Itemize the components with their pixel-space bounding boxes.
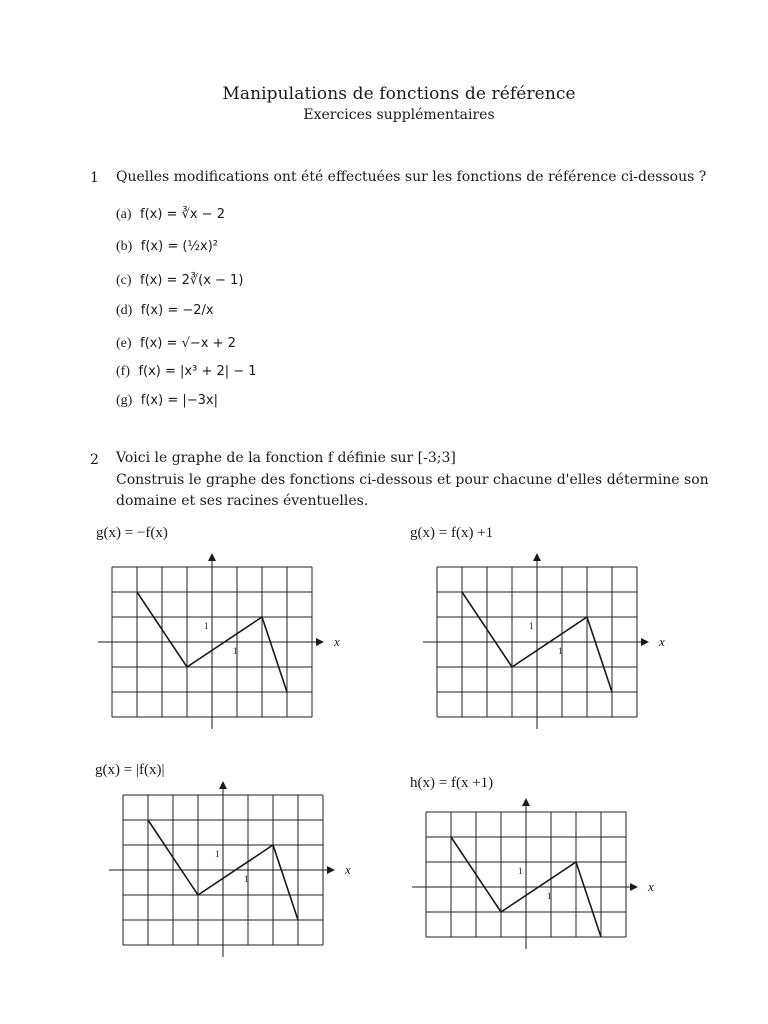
question-1-text: Quelles modifications ont été effectuées sur les fonctions de référence ci-dessous ? [116, 169, 707, 185]
y-tick-label: 1 [215, 849, 220, 859]
q1-item-label: (b) [116, 239, 133, 254]
q1-item-label: (d) [116, 303, 133, 318]
y-tick-label: 1 [518, 866, 523, 876]
x-tick-label: 1 [244, 874, 249, 884]
x-axis-label: x [345, 862, 351, 877]
q1-item-expr: f(x) = 2∛(x − 1) [140, 273, 244, 288]
x-tick-label: 1 [233, 646, 238, 656]
x-axis-label: x [334, 634, 340, 649]
x-axis-label: x [659, 634, 665, 649]
q1-item-label: (e) [116, 336, 132, 351]
y-tick-label: 1 [204, 621, 209, 631]
y-tick-label: 1 [529, 621, 534, 631]
x-tick-label: 1 [558, 646, 563, 656]
question-2-line-1: Voici le graphe de la fonction f définie sur [-3;3] [116, 450, 456, 466]
graph-3-label: g(x) = |f(x)| [95, 762, 165, 778]
question-1-number: 1 [90, 170, 99, 186]
q1-item-expr: f(x) = (½x)² [140, 239, 219, 254]
question-2-line-3: domaine et ses racines éventuelles. [116, 493, 369, 509]
page-title: Manipulations de fonctions de référence [222, 84, 576, 104]
q1-item-label: (f) [116, 364, 130, 379]
q1-item-expr: f(x) = ∛x − 2 [140, 207, 225, 222]
x-axis-arrow-icon [630, 883, 638, 891]
question-2-line-2: Construis le graphe des fonctions ci-dessous et pour chacune d'elles détermine son [116, 472, 709, 488]
q1-item-expr: f(x) = |−3x| [140, 393, 218, 408]
graph-1-label: g(x) = −f(x) [96, 525, 168, 541]
question-2-number: 2 [90, 452, 99, 468]
page-subtitle: Exercices supplémentaires [303, 107, 495, 123]
q1-item-label: (g) [116, 393, 133, 408]
y-axis-arrow-icon [522, 798, 530, 806]
q1-item-expr: f(x) = √−x + 2 [140, 336, 236, 351]
x-tick-label: 1 [547, 891, 552, 901]
q1-item-label: (a) [116, 207, 132, 222]
q1-item-expr: f(x) = −2/x [140, 303, 214, 318]
q1-item-expr: f(x) = |x³ + 2| − 1 [138, 364, 257, 379]
graph-4-label: h(x) = f(x +1) [410, 775, 494, 791]
x-axis-label: x [648, 879, 654, 894]
graph-2-label: g(x) = f(x) +1 [410, 525, 494, 541]
q1-item-label: (c) [116, 273, 132, 288]
